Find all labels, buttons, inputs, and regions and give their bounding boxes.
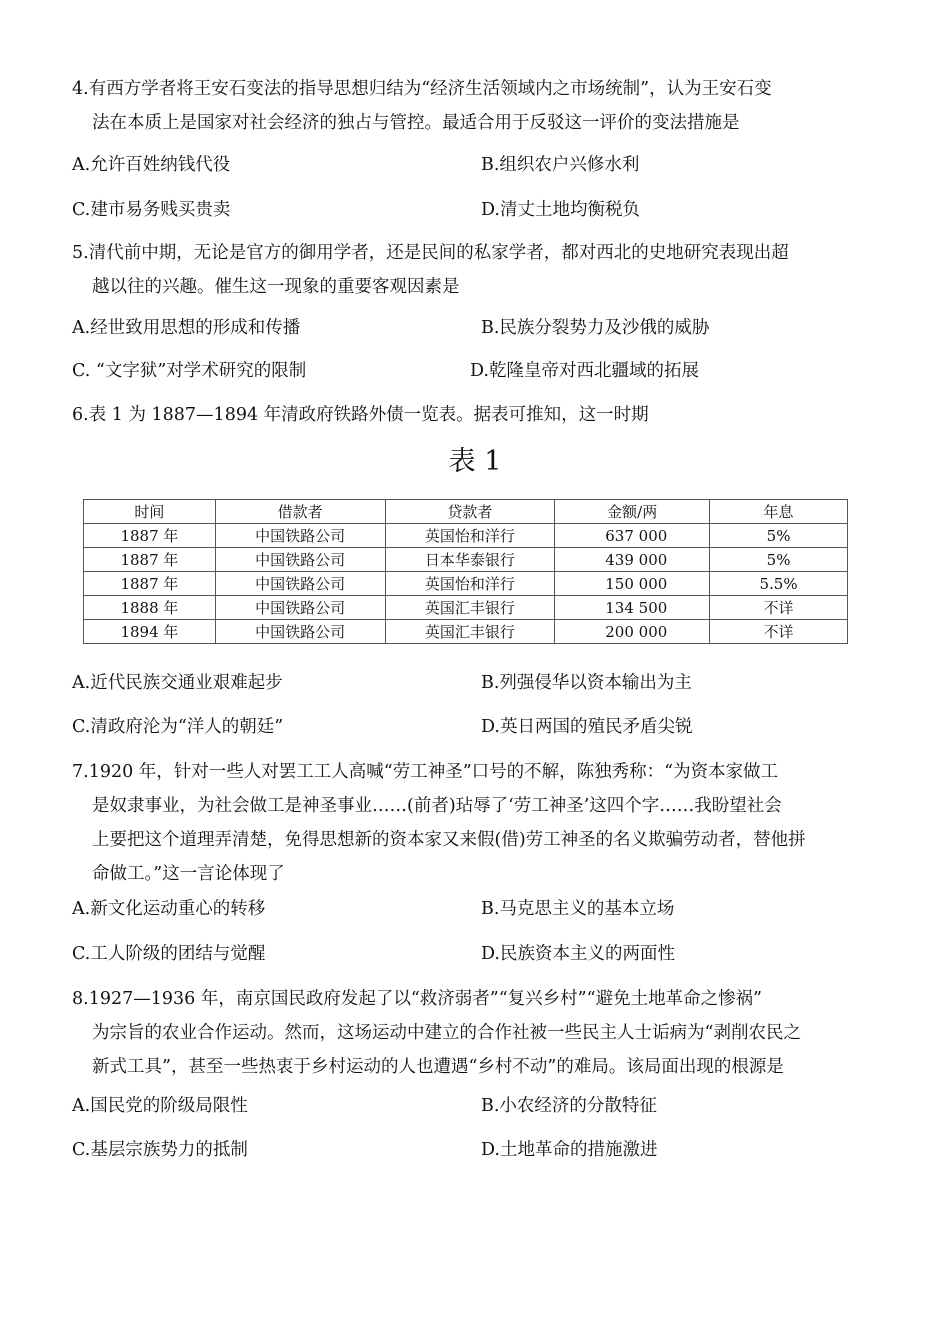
cell-amount: 637 000 xyxy=(555,524,710,548)
header-lender: 贷款者 xyxy=(385,500,555,524)
header-time: 时间 xyxy=(84,500,216,524)
table-row xyxy=(84,620,848,644)
table-row xyxy=(84,548,848,572)
table-row xyxy=(84,572,848,596)
stem-line: 命做工。”这一言论体现了 xyxy=(92,864,285,884)
question-stem xyxy=(72,236,882,304)
cell-borrower: 中国铁路公司 xyxy=(215,596,385,620)
option-b[interactable]: B.列强侵华以资本输出为主 xyxy=(481,673,692,693)
cell-amount: 439 000 xyxy=(555,548,710,572)
option-d[interactable]: D.清丈土地均衡税负 xyxy=(481,200,640,220)
stem-line: 越以往的兴趣。催生这一现象的重要客观因素是 xyxy=(92,277,460,297)
railway-loan-table xyxy=(83,499,848,644)
option-a[interactable]: A.经世致用思想的形成和传播 xyxy=(72,318,301,338)
option-a[interactable]: A.允许百姓纳钱代役 xyxy=(72,155,231,175)
header-amount: 金额/两 xyxy=(555,500,710,524)
stem-line: 5.清代前中期，无论是官方的御用学者，还是民间的私家学者，都对西北的史地研究表现出超 xyxy=(72,243,789,263)
stem-line: 6.表 1 为 1887—1894 年清政府铁路外债一览表。据表可推知，这一时期 xyxy=(72,405,649,425)
option-a[interactable]: A.国民党的阶级局限性 xyxy=(72,1096,248,1116)
question-5 xyxy=(72,236,882,304)
cell-amount: 200 000 xyxy=(555,620,710,644)
table-row xyxy=(84,596,848,620)
option-b[interactable]: B.民族分裂势力及沙俄的威胁 xyxy=(481,318,710,338)
option-b[interactable]: B.马克思主义的基本立场 xyxy=(481,899,675,919)
cell-amount: 150 000 xyxy=(555,572,710,596)
table-title: 表 1 xyxy=(448,446,502,477)
question-6 xyxy=(72,398,882,432)
option-d[interactable]: D.民族资本主义的两面性 xyxy=(481,944,675,964)
option-c[interactable]: C.工人阶级的团结与觉醒 xyxy=(72,944,266,964)
stem-line: 7.1920 年，针对一些人对罢工工人高喊“劳工神圣”口号的不解，陈独秀称：“为资本家做工 xyxy=(72,762,779,782)
cell-borrower: 中国铁路公司 xyxy=(215,620,385,644)
cell-interest: 不详 xyxy=(710,620,848,644)
header-interest: 年息 xyxy=(710,500,848,524)
option-d[interactable]: D.英日两国的殖民矛盾尖锐 xyxy=(481,717,693,737)
cell-lender: 英国汇丰银行 xyxy=(385,596,555,620)
table-header-row xyxy=(84,500,848,524)
cell-time: 1887 年 xyxy=(84,572,216,596)
question-4 xyxy=(72,72,882,140)
cell-time: 1887 年 xyxy=(84,548,216,572)
stem-line: 法在本质上是国家对社会经济的独占与管控。最适合用于反驳这一评价的变法措施是 xyxy=(92,113,740,133)
cell-borrower: 中国铁路公司 xyxy=(215,572,385,596)
stem-line: 4.有西方学者将王安石变法的指导思想归结为“经济生活领域内之市场统制”，认为王安石变 xyxy=(72,79,772,99)
option-c[interactable]: C.建市易务贱买贵卖 xyxy=(72,200,231,220)
option-d[interactable]: D.土地革命的措施激进 xyxy=(481,1140,658,1160)
cell-lender: 英国怡和洋行 xyxy=(385,524,555,548)
cell-time: 1894 年 xyxy=(84,620,216,644)
option-a[interactable]: A.近代民族交通业艰难起步 xyxy=(72,673,283,693)
option-d[interactable]: D.乾隆皇帝对西北疆域的拓展 xyxy=(470,361,699,381)
cell-borrower: 中国铁路公司 xyxy=(215,548,385,572)
stem-line: 是奴隶事业，为社会做工是神圣事业……(前者)玷辱了‘劳工神圣’这四个字……我盼望社会 xyxy=(92,796,782,816)
option-b[interactable]: B.组织农户兴修水利 xyxy=(481,155,640,175)
table-row xyxy=(84,524,848,548)
option-c[interactable]: C. “文字狱”对学术研究的限制 xyxy=(72,361,307,381)
cell-interest: 5% xyxy=(710,548,848,572)
header-borrower: 借款者 xyxy=(215,500,385,524)
stem-line: 新式工具”，甚至一些热衷于乡村运动的人也遭遇“乡村不动”的难局。该局面出现的根源是 xyxy=(92,1057,784,1077)
option-c[interactable]: C.清政府沦为“洋人的朝廷” xyxy=(72,717,284,737)
question-stem xyxy=(72,982,882,1084)
cell-interest: 5.5% xyxy=(710,572,848,596)
option-a[interactable]: A.新文化运动重心的转移 xyxy=(72,899,266,919)
cell-lender: 英国汇丰银行 xyxy=(385,620,555,644)
cell-lender: 英国怡和洋行 xyxy=(385,572,555,596)
option-c[interactable]: C.基层宗族势力的抵制 xyxy=(72,1140,248,1160)
question-stem xyxy=(72,755,882,891)
cell-time: 1887 年 xyxy=(84,524,216,548)
question-8 xyxy=(72,982,882,1084)
cell-interest: 不详 xyxy=(710,596,848,620)
stem-line: 8.1927—1936 年，南京国民政府发起了以“救济弱者”“复兴乡村”“避免土地革命之惨祸” xyxy=(72,989,763,1009)
cell-lender: 日本华泰银行 xyxy=(385,548,555,572)
option-b[interactable]: B.小农经济的分散特征 xyxy=(481,1096,657,1116)
cell-amount: 134 500 xyxy=(555,596,710,620)
stem-line: 为宗旨的农业合作运动。然而，这场运动中建立的合作社被一些民主人士诟病为“剥削农民之 xyxy=(92,1023,801,1043)
cell-interest: 5% xyxy=(710,524,848,548)
question-stem xyxy=(72,72,882,140)
stem-line: 上要把这个道理弄清楚，免得思想新的资本家又来假(借)劳工神圣的名义欺骗劳动者，替他拼 xyxy=(92,830,806,850)
question-stem xyxy=(72,398,882,432)
cell-borrower: 中国铁路公司 xyxy=(215,524,385,548)
cell-time: 1888 年 xyxy=(84,596,216,620)
question-7 xyxy=(72,755,882,891)
